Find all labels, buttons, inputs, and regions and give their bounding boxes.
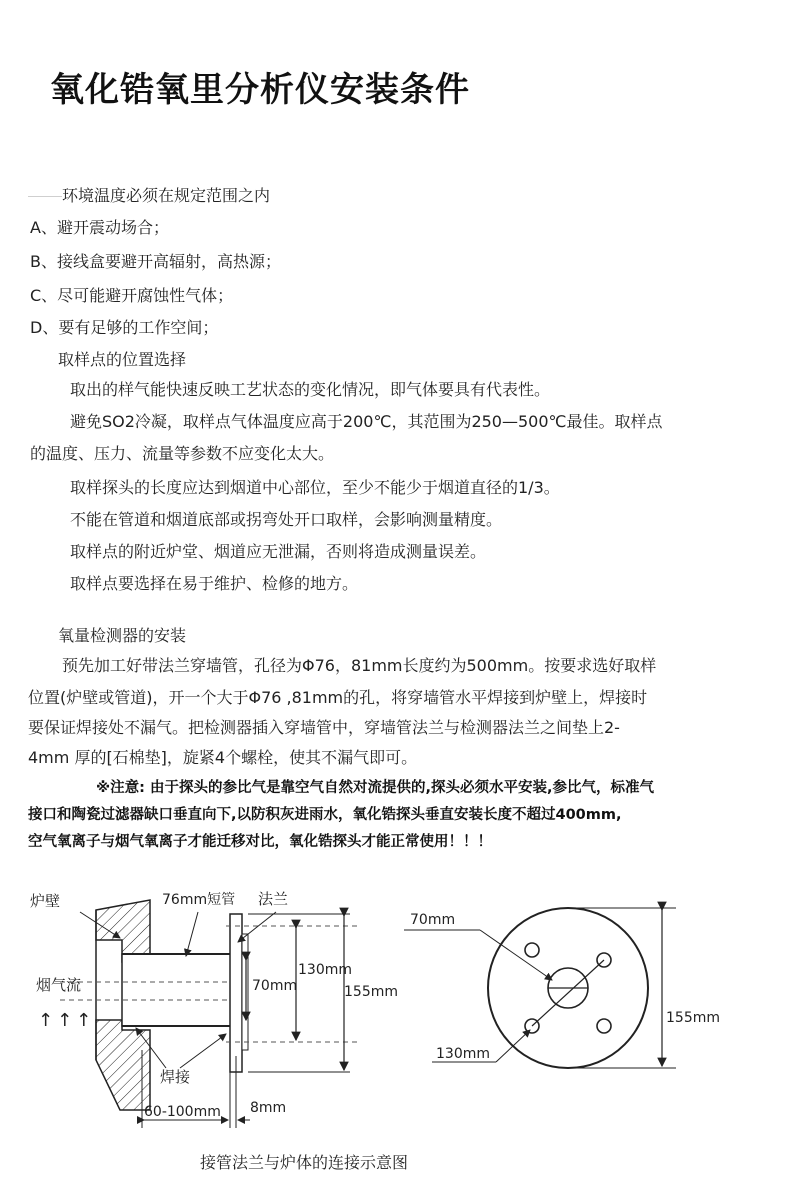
- sampling-line-5: 不能在管道和烟道底部或拐弯处开口取样，会影响测量精度。: [70, 510, 503, 529]
- install-line-4: 4mm 厚的[石棉垫]，旋紧4个螺栓，使其不漏气即可。: [28, 748, 418, 767]
- sampling-heading: 取样点的位置选择: [58, 350, 187, 369]
- sampling-line-2: 避免SO2冷凝，取样点气体温度应高于200℃，其范围为250—500℃最佳。取样点: [70, 412, 663, 431]
- sampling-line-4: 取样探头的长度应达到烟道中心部位，至少不能少于烟道直径的1/3。: [70, 478, 560, 497]
- label-right-130: 130mm: [436, 1046, 490, 1062]
- env-item-c: C、尽可能避开腐蚀性气体；: [30, 286, 234, 305]
- flange-face-shape: [404, 908, 676, 1068]
- label-dim-70: 70mm: [252, 978, 298, 994]
- sampling-line-6: 取样点的附近炉堂、烟道应无泄漏，否则将造成测量误差。: [70, 542, 487, 561]
- install-line-1: 预先加工好带法兰穿墙管，孔径为Φ76，81mm长度约为500mm。按要求选好取样: [62, 656, 657, 675]
- page-title: 氧化锆氧里分析仪安装条件: [50, 70, 470, 110]
- env-item-b: B、接线盒要避开高辐射，高热源；: [30, 252, 281, 271]
- sampling-line-7: 取样点要选择在易于维护、检修的地方。: [70, 574, 359, 593]
- label-pipe: 76mm短管: [162, 892, 236, 908]
- heading-lead-line: [28, 196, 62, 197]
- install-line-3: 要保证焊接处不漏气。把检测器插入穿墙管中，穿墙管法兰与检测器法兰之间垫上2-: [28, 718, 620, 737]
- install-heading: 氧量检测器的安装: [58, 626, 187, 645]
- label-right-70: 70mm: [410, 912, 456, 928]
- warning-note-3: 空气氧离子与烟气氧离子才能迁移对比，氧化锆探头才能正常使用！！！: [28, 834, 492, 850]
- label-dim-155: 155mm: [344, 984, 398, 1000]
- label-wall: 炉壁: [30, 892, 61, 910]
- label-dim-60-100: 60-100mm: [144, 1104, 221, 1120]
- label-flue-gas: 烟气流: [36, 976, 82, 994]
- label-flange: 法兰: [258, 890, 289, 908]
- diagram-caption: 接管法兰与炉体的连接示意图: [200, 1153, 409, 1172]
- label-right-155: 155mm: [666, 1010, 720, 1026]
- connection-diagram: [0, 870, 800, 1200]
- sampling-line-1: 取出的样气能快速反映工艺状态的变化情况，即气体要具有代表性。: [70, 380, 551, 399]
- warning-note-2: 接口和陶瓷过滤器缺口垂直向下,以防积灰进雨水，氧化锆探头垂直安装长度不超过400mm,: [28, 807, 622, 823]
- sampling-line-3: 的温度、压力、流量等参数不应变化太大。: [30, 444, 335, 463]
- label-dim-130: 130mm: [298, 962, 352, 978]
- env-item-d: D、要有足够的工作空间；: [30, 318, 219, 337]
- env-heading: 环境温度必须在规定范围之内: [62, 186, 271, 205]
- env-item-a: A、避开震动场合；: [30, 218, 169, 237]
- warning-note-1: ※注意: 由于探头的参比气是靠空气自然对流提供的,探头必须水平安装,参比气，标准气: [96, 780, 654, 796]
- label-dim-8: 8mm: [250, 1100, 287, 1116]
- label-weld: 焊接: [160, 1068, 191, 1086]
- install-line-2: 位置(炉壁或管道)，开一个大于Φ76 ,81mm的孔，将穿墙管水平焊接到炉壁上，焊接时: [28, 688, 648, 707]
- flue-gas-arrows: ↑↑↑: [38, 1010, 96, 1031]
